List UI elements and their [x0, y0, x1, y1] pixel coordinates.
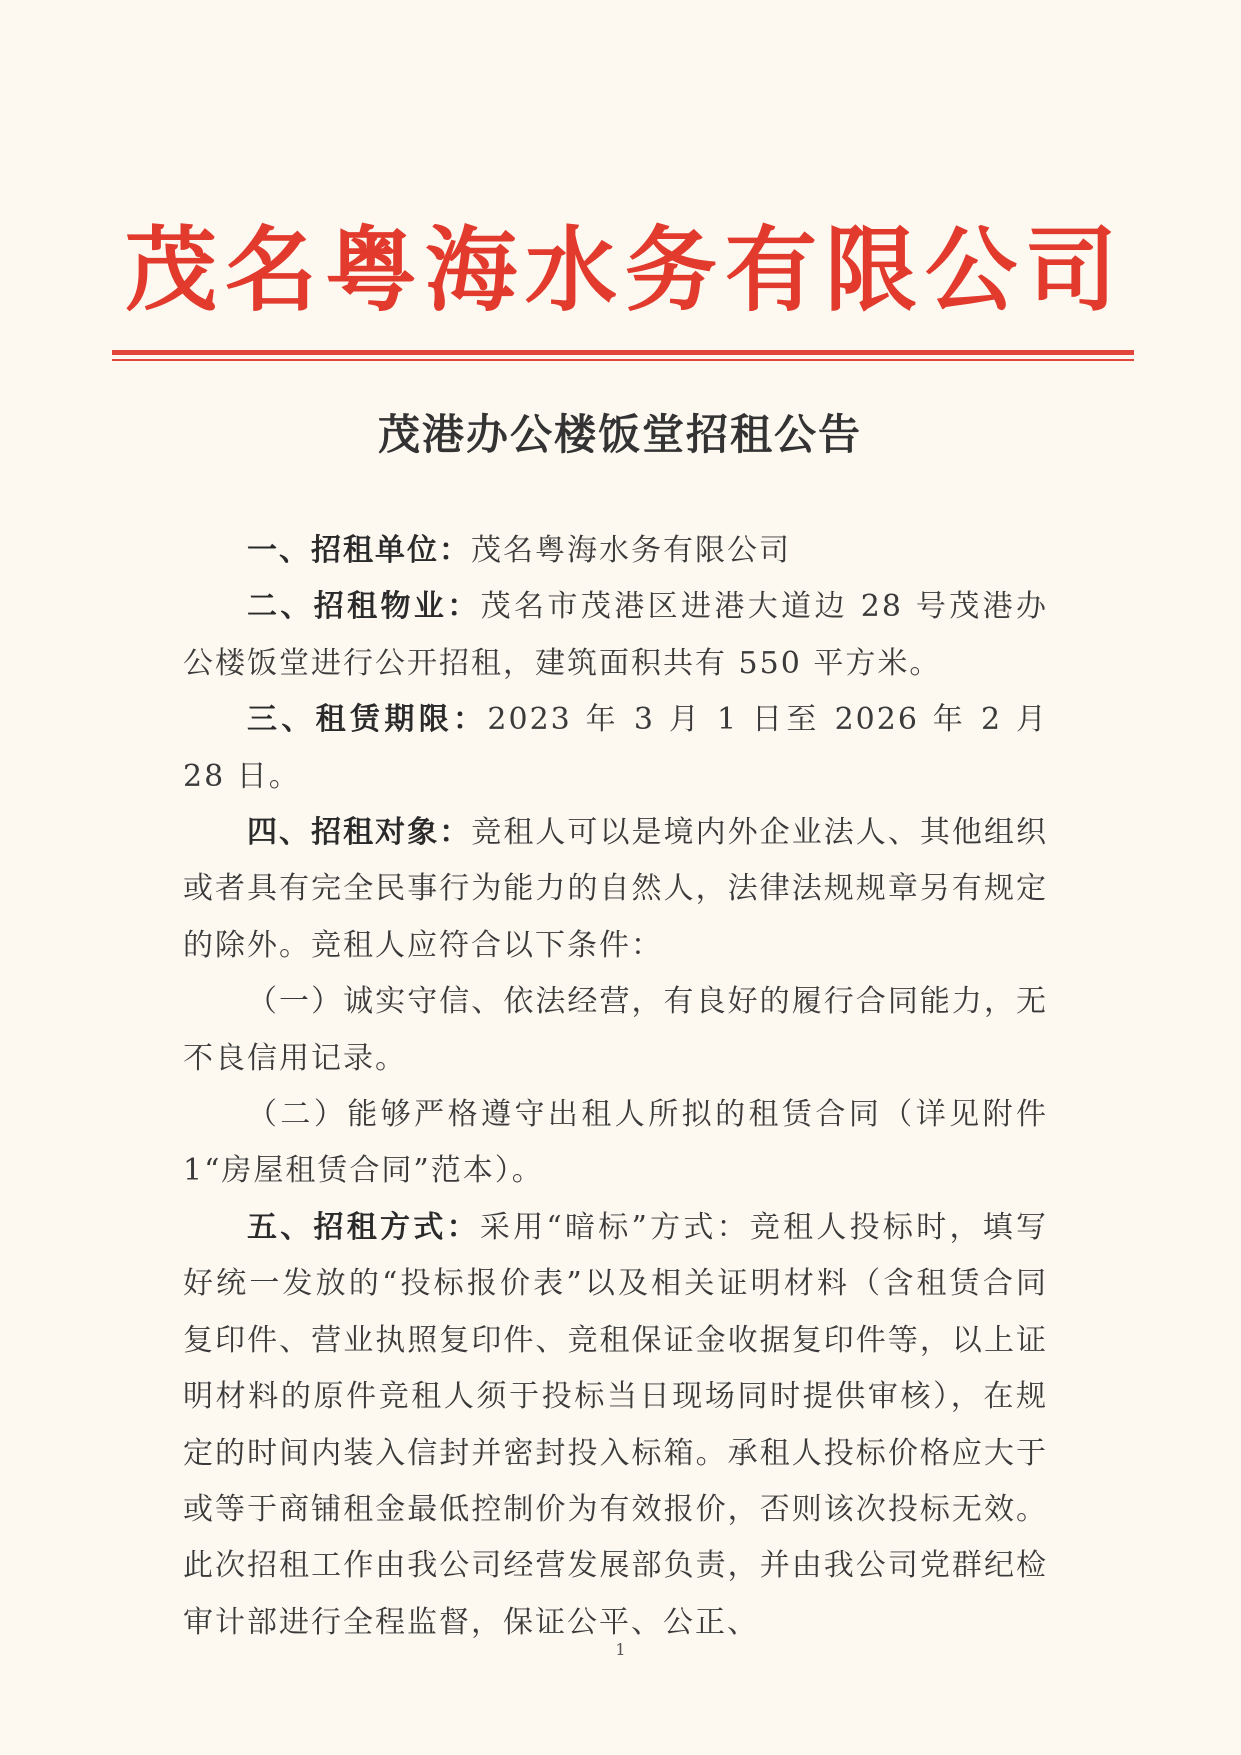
section-label: 四、招租对象： — [247, 815, 472, 851]
letterhead-rule-thin — [112, 359, 1134, 361]
condition-item-2 — [183, 1087, 1048, 1200]
condition-item-1 — [183, 974, 1048, 1087]
document-title: 茂港办公楼饭堂招租公告 — [377, 410, 862, 459]
section-text: （二）能够严格遵守出租人所拟的租赁合同（详见附件 1“房屋租赁合同”范本）。 — [183, 1097, 1048, 1189]
section-bidders — [183, 805, 1048, 974]
section-property — [183, 579, 1048, 692]
section-label: 五、招租方式： — [247, 1209, 480, 1245]
section-label: 三、租赁期限： — [247, 702, 488, 738]
section-label: 一、招租单位： — [247, 533, 471, 568]
letterhead-rule-thick — [112, 350, 1134, 355]
section-text: 茂名粤海水务有限公司 — [471, 533, 791, 568]
page-number: 1 — [615, 1640, 626, 1659]
section-text: 竞租人可以是境内外企业法人、其他组织或者具有完全民事行为能力的自然人，法律法规规章另有规定的除外。竞租人应符合以下条件： — [183, 815, 1049, 963]
document-body — [183, 523, 1048, 1651]
section-label: 二、招租物业： — [247, 589, 481, 625]
section-method — [183, 1200, 1048, 1651]
section-text: 采用“暗标”方式：竞租人投标时，填写好统一发放的“投标报价表”以及相关证明材料（含租赁合同复印件、营业执照复印件、竞租保证金收据复印件等，以上证明材料的原件竞租人须于投标当日现场同时提供审核），在规定的时间内装入信封并密封投入标箱。承租人投标价格应大于或等于商铺租金最低控制价为有效报价，否则该次投标无效。此次招租工作由我公司经营发展部负责，并由我公司党群纪检审计部进行全程监督，保证公平、公正、 — [183, 1209, 1048, 1640]
letterhead-company-name: 茂名粤海水务有限公司 — [124, 216, 1125, 324]
section-text: 茂名市茂港区进港大道边 28 号茂港办公楼饭堂进行公开招租，建筑面积共有 550 平方米。 — [183, 589, 1049, 681]
section-text: 2023 年 3 月 1 日至 2026 年 2 月 28 日。 — [183, 702, 1048, 794]
section-lease-term — [183, 692, 1048, 805]
section-unit — [183, 523, 1048, 579]
section-text: （一）诚实守信、依法经营，有良好的履行合同能力，无不良信用记录。 — [183, 984, 1048, 1076]
